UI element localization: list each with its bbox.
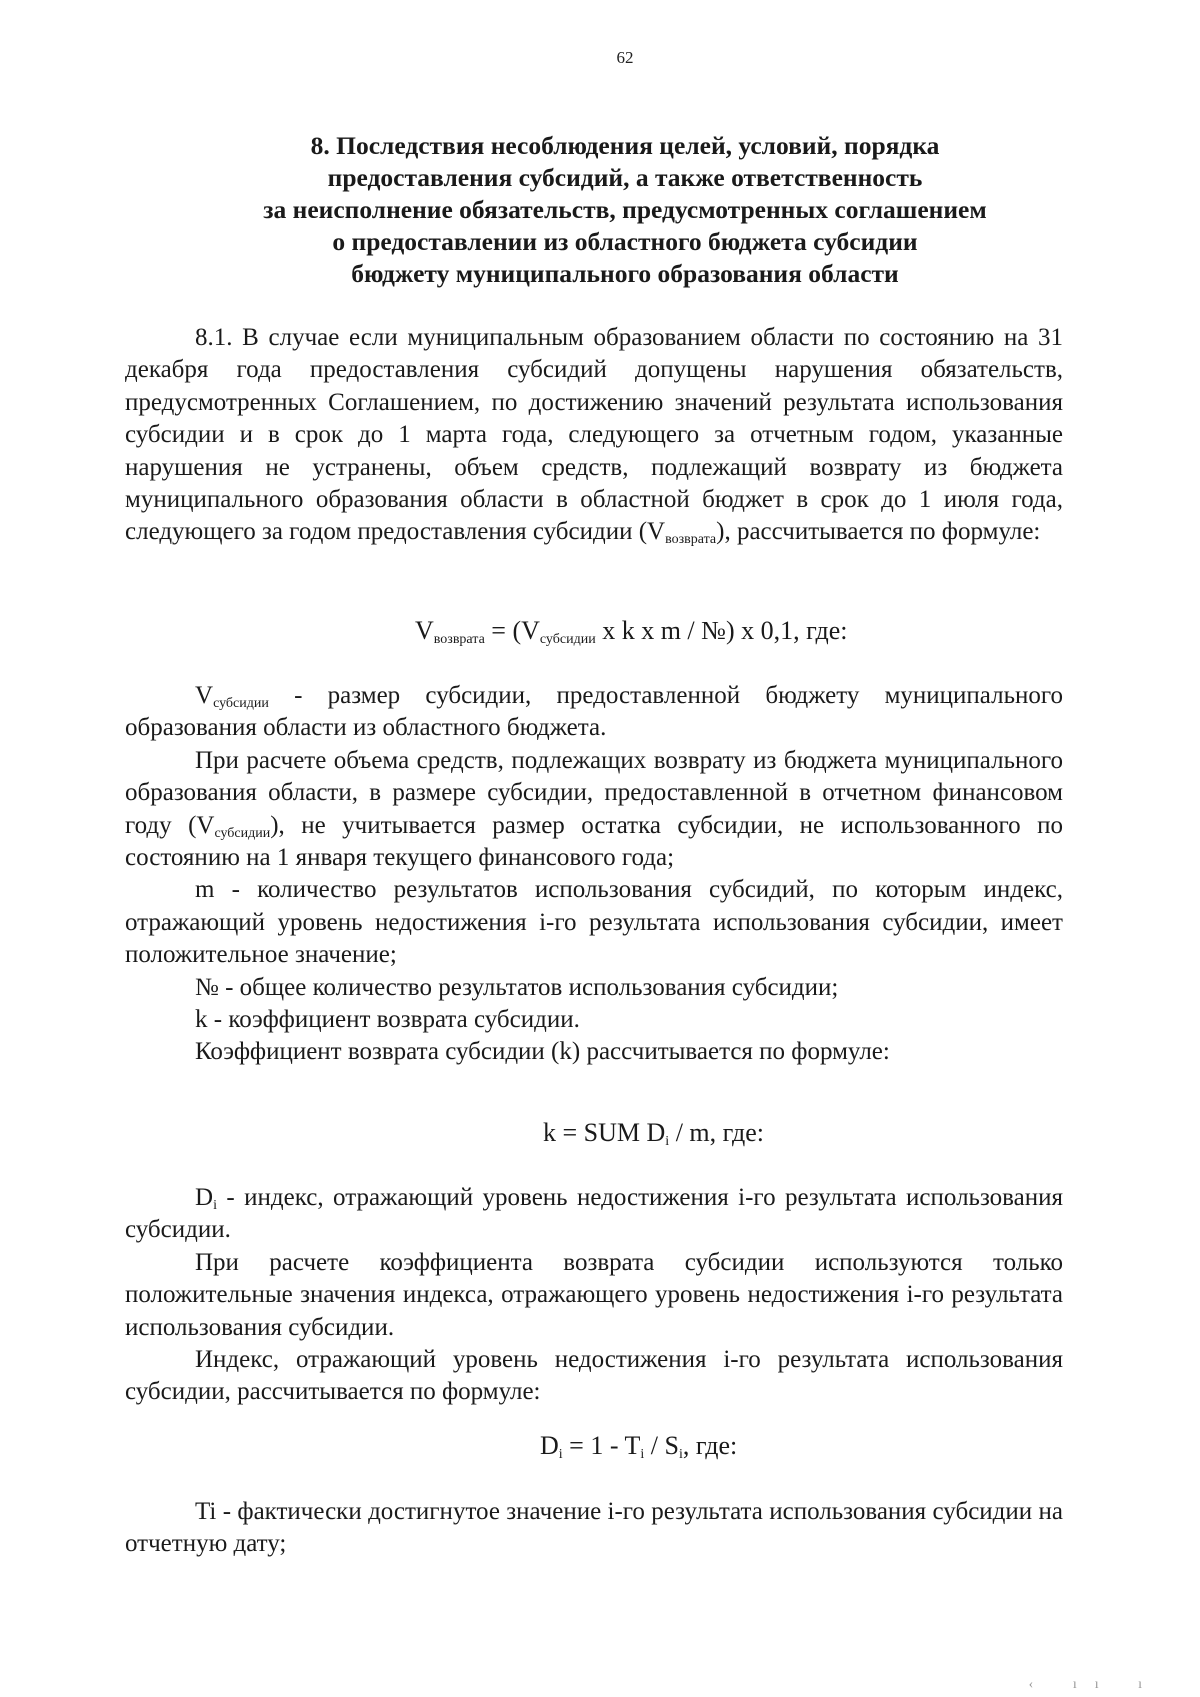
ti-definition: Ti - фактически достигнутое значение i-го результата использования субсидии на отчетную дату; bbox=[125, 1498, 1063, 1558]
positive-note: При расчете коэффициента возврата субсидии используются только положительные значения индекса, отражающего уровень недостижения i-го результата использования субсидии. bbox=[125, 1248, 1063, 1341]
section-heading bbox=[200, 130, 1050, 290]
formula-v-return: $V_{возврата} = (V_{субсидии}$ x k x m / №) x 0,1, где: bbox=[415, 616, 848, 647]
di-definition: $D_i$ - индекс, отражающий уровень недостижения i-го результата использования субсидии. bbox=[125, 1184, 1063, 1244]
body-block-4 bbox=[125, 1496, 1063, 1561]
formula-d: $D_i = 1 - T_i / S_i$, где: bbox=[540, 1431, 738, 1462]
paragraph-8-1: 8.1. В случае если муниципальным образованием области по состоянию на 31 декабря года предоставления субсидий допущены нарушения обязательств, предусмотренных Соглашением, по достижению значений результата использования субсидии и в срок до 1 марта года, следующего за отчетным годом, указанные нарушения не устранены, объем средств, подлежащий возврату из бюджета муниципального образования области в областной бюджет в срок до 1 июля года, следующего за годом предоставления субсидии $(V_{возврата})$, рассчитывается по формуле: bbox=[125, 324, 1063, 548]
calc-note: При расчете объема средств, подлежащих возврату из бюджета муниципального образования области, в размере субсидии, предоставленной в отчетном финансовом году $(V_{субсидии})$, не учитывается размер остатка субсидии, не использованного по состоянию на 1 января текущего финансового года; bbox=[125, 746, 1063, 872]
m-definition: m - количество результатов использования субсидий, по которым индекс, отражающий уровень недостижения i-го результата использования субсидии, имеет положительное значение; bbox=[125, 876, 1063, 969]
vsub-definition: $V_{субсидии}$ - размер субсидии, предоставленной бюджету муниципального образования области из областного бюджета. bbox=[125, 682, 1063, 742]
body-block-2 bbox=[125, 680, 1063, 1069]
page-number: 62 bbox=[616, 48, 634, 67]
k-formula-intro: Коэффициент возврата субсидии (k) рассчитывается по формуле: bbox=[195, 1038, 890, 1066]
heading-line: предоставления субсидий, а также ответственность bbox=[327, 163, 923, 192]
scan-artifact: ‹ ıı ı bbox=[1028, 1677, 1160, 1692]
heading-line: бюджету муниципального образования области bbox=[351, 259, 899, 288]
heading-line: о предоставлении из областного бюджета субсидии bbox=[332, 227, 918, 256]
k-definition: k - коэффициент возврата субсидии. bbox=[195, 1006, 580, 1034]
body-block-1 bbox=[125, 322, 1063, 549]
index-intro: Индекс, отражающий уровень недостижения i-го результата использования субсидии, рассчитывается по формуле: bbox=[125, 1346, 1063, 1406]
no-definition: № - общее количество результатов использования субсидии; bbox=[195, 973, 839, 1001]
formula-k: k = SUM $D_i$ / m, где: bbox=[543, 1118, 764, 1149]
heading-line: 8. Последствия несоблюдения целей, условий, порядка bbox=[310, 131, 940, 160]
heading-line: за неисполнение обязательств, предусмотренных соглашением bbox=[263, 195, 987, 224]
body-block-3 bbox=[125, 1182, 1063, 1409]
